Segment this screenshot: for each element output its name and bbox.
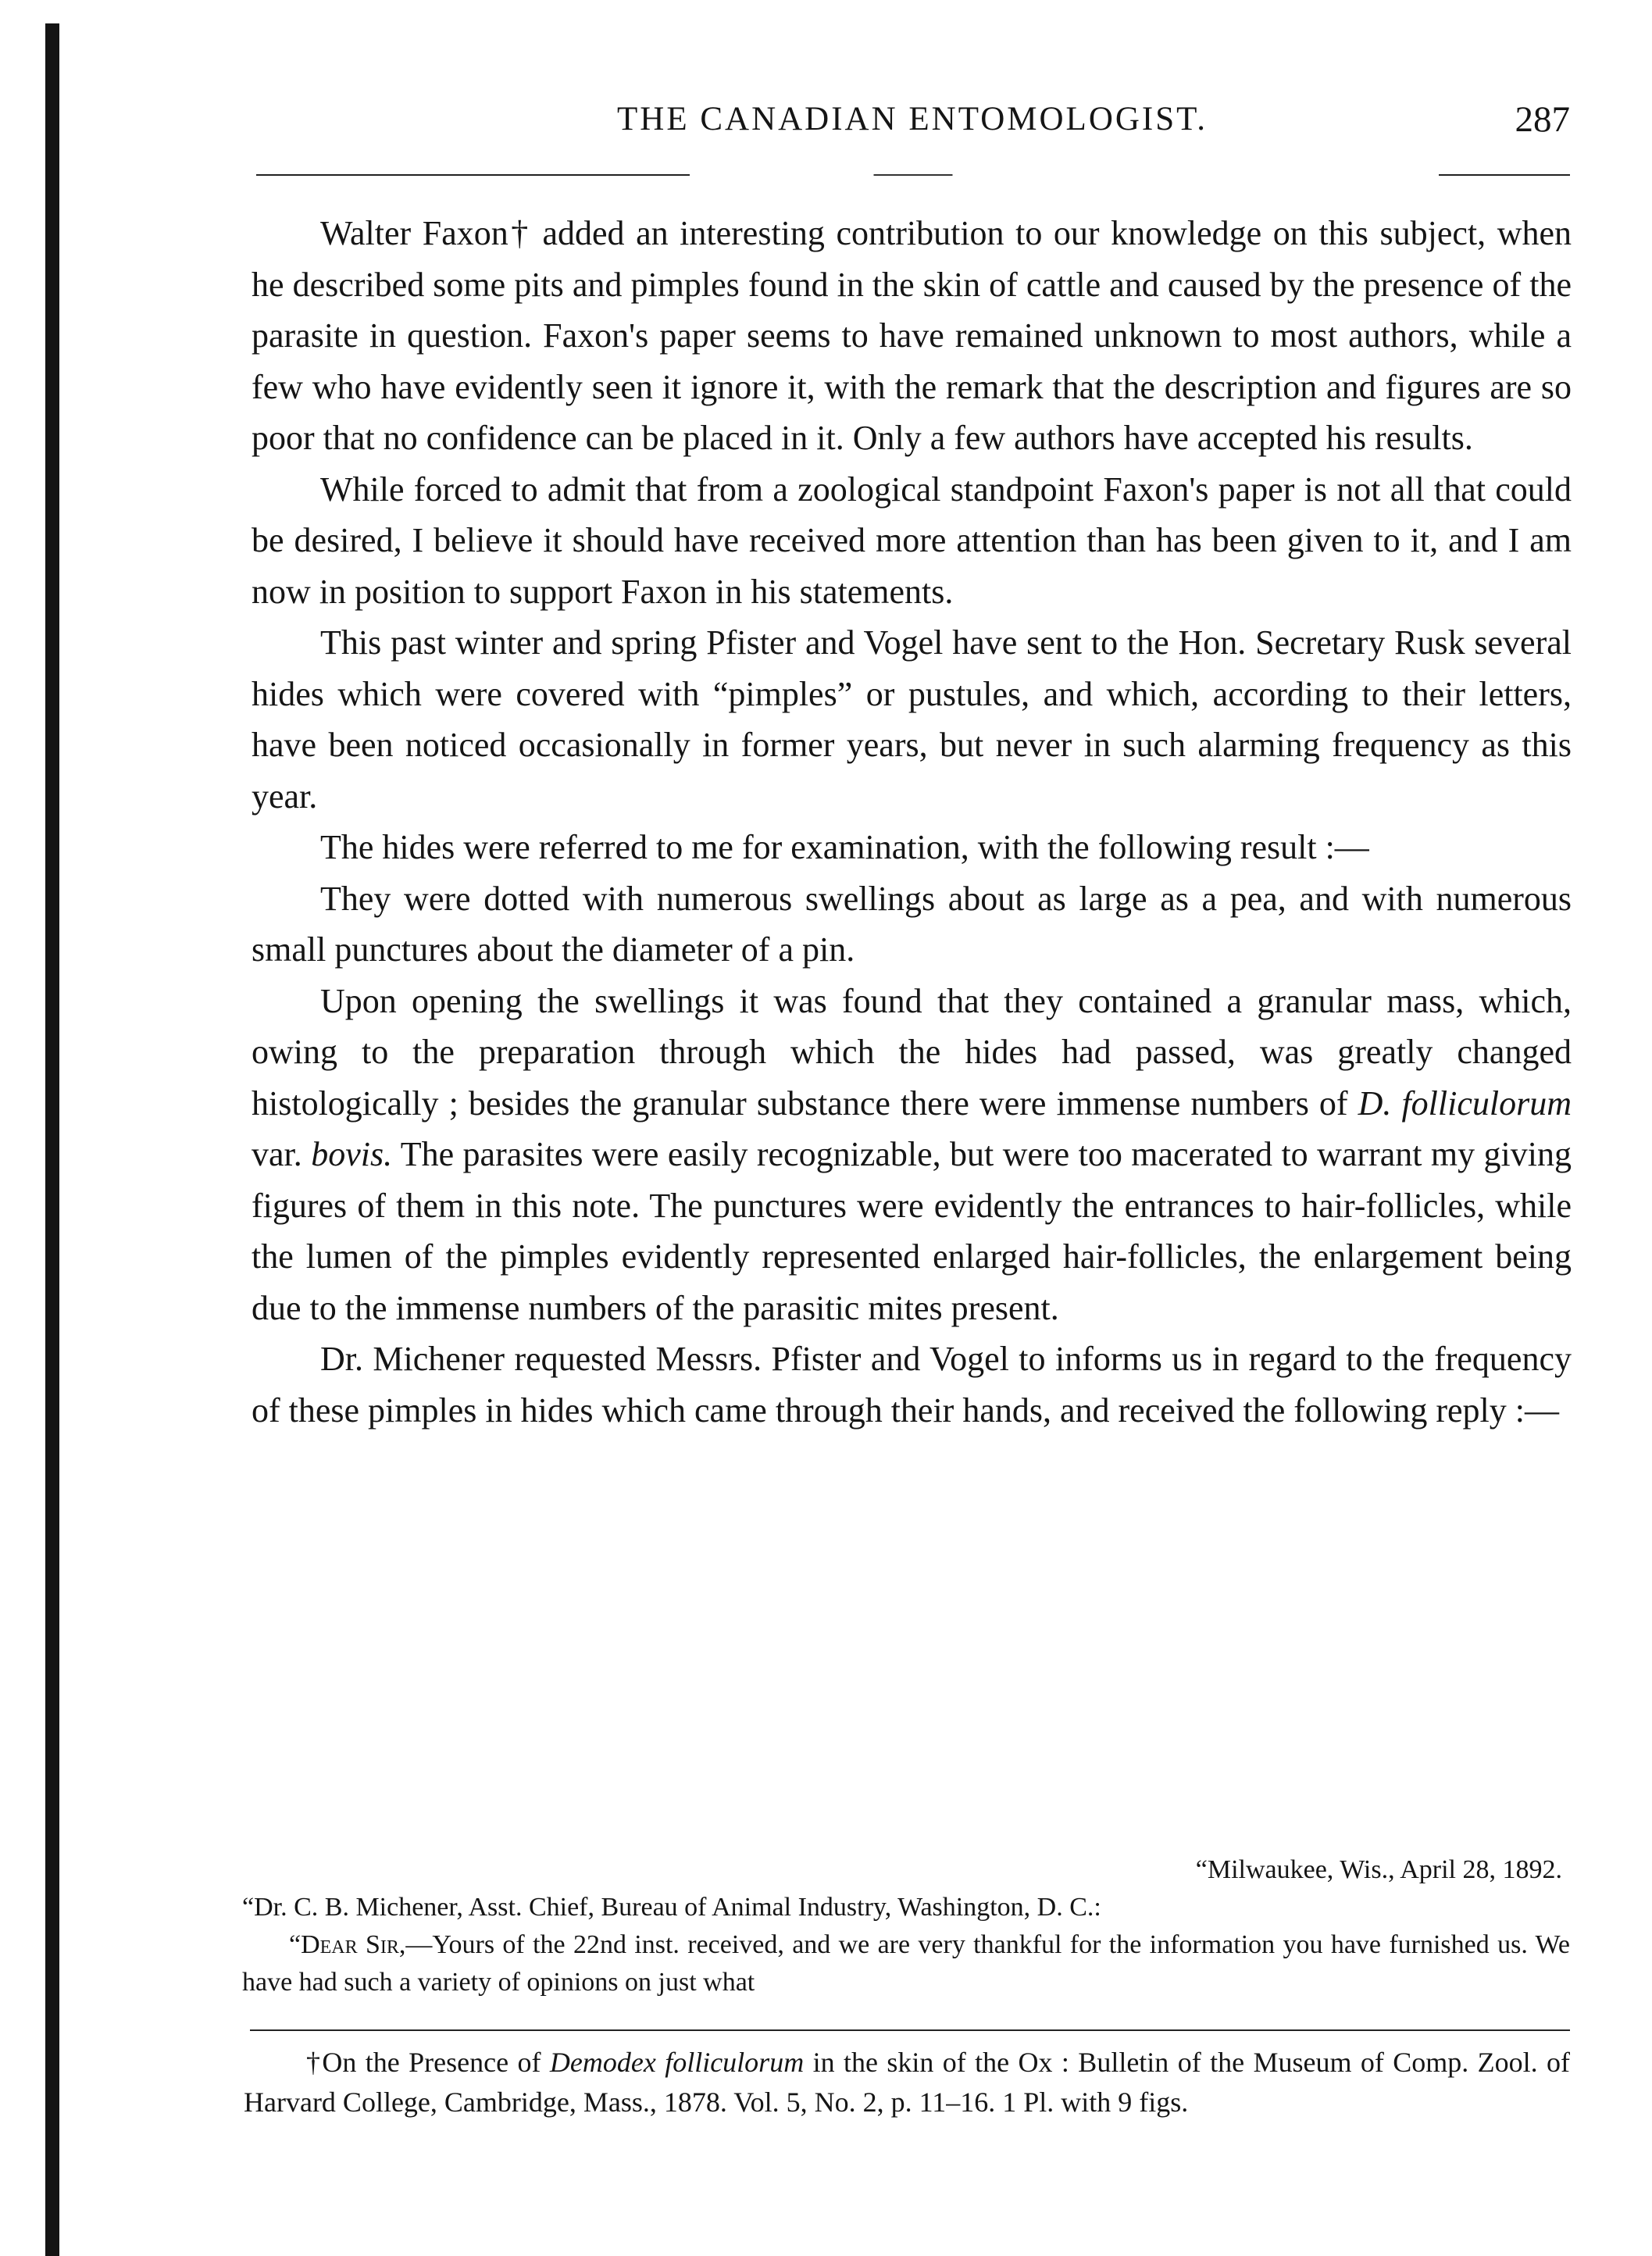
paragraph: Dr. Michener requested Messrs. Pfister and Vogel to informs us in regard to the frequency of these pimples in hides which came through their hands, and received the following reply :— bbox=[252, 1340, 1572, 1430]
paragraph: While forced to admit that from a zoological standpoint Faxon's paper is not all that could be desired, I believe it should have received more attention than has been given to it, and I am now in position to support Faxon in his statements. bbox=[252, 469, 1572, 611]
footnote-rule bbox=[250, 2029, 1570, 2031]
footnote-title: Demodex folliculorum bbox=[549, 2047, 805, 2078]
footnote-text bbox=[244, 2043, 1570, 2122]
header-rule bbox=[256, 174, 1570, 176]
letter-address: “Dr. C. B. Michener, Asst. Chief, Bureau of Animal Industry, Washington, D. C.: bbox=[242, 1893, 1101, 1922]
running-title: THE CANADIAN ENTOMOLOGIST. bbox=[617, 101, 1208, 137]
paragraph: They were dotted with numerous swellings about as large as a pea, and with numerous small punctures about the diameter of a pin. bbox=[252, 879, 1572, 969]
text-run: †On the Presence of bbox=[306, 2047, 550, 2078]
letter-dateline: “Milwaukee, Wis., April 28, 1892. bbox=[1195, 1855, 1562, 1884]
footnote bbox=[244, 2043, 1570, 2122]
paragraph: The hides were referred to me for examination, with the following result :— bbox=[320, 828, 1369, 866]
paragraph bbox=[252, 976, 1572, 1334]
paragraph: Walter Faxon† added an interesting contribution to our knowledge on this subject, when he described some pits and pimples found in the skin of cattle and caused by the presence of the parasite in question. Faxon's paper seems to have remained unknown to most authors, while a few who have evidently seen it ignore it, with the remark that the description and figures are so poor that no confidence can be placed in it. Only a few authors have accepted his results. bbox=[252, 214, 1572, 457]
page-number: 287 bbox=[1515, 99, 1570, 140]
body-text bbox=[252, 208, 1572, 1436]
letter-body bbox=[242, 1926, 1570, 2001]
quoted-letter bbox=[242, 1851, 1570, 2001]
species-name: D. folliculorum bbox=[1358, 1083, 1572, 1123]
text-run: Upon opening the swellings it was found that they contained a granular mass, which, owing to the preparation through which the hides had passed, was greatly changed histologically ; besides the granular substance there were immense numbers of bbox=[252, 981, 1572, 1123]
text-run: var. bbox=[252, 1135, 312, 1173]
running-head bbox=[250, 100, 1570, 147]
variety-name: bovis. bbox=[311, 1135, 393, 1173]
book-spine-edge bbox=[45, 23, 59, 2256]
letter-salutation: “Dear Sir, bbox=[289, 1930, 406, 1959]
letter-text: —Yours of the 22nd inst. received, and we are very thankful for the information you have furnished us. We have had such a variety of opinions on just what bbox=[242, 1930, 1570, 1997]
text-run: in the skin of the Ox : Bulletin of the Museum of Comp. Zool. of Harvard College, Cambridge, Mass., 1878. Vol. 5, No. 2, p. 11–16. 1 Pl. with 9 figs. bbox=[244, 2047, 1570, 2118]
text-run: The parasites were easily recognizable, but were too macerated to warrant my giving figures of them in this note. The punctures were evidently the entrances to hair-follicles, while the lumen of the pimples evidently represented enlarged hair-follicles, the enlargement being due to the immense numbers of the parasitic mites present. bbox=[252, 1135, 1572, 1327]
paragraph: This past winter and spring Pfister and Vogel have sent to the Hon. Secretary Rusk several hides which were covered with “pimples” or pustules, and which, according to their letters, have been noticed occasionally in former years, but never in such alarming frequency as this year. bbox=[252, 623, 1572, 816]
